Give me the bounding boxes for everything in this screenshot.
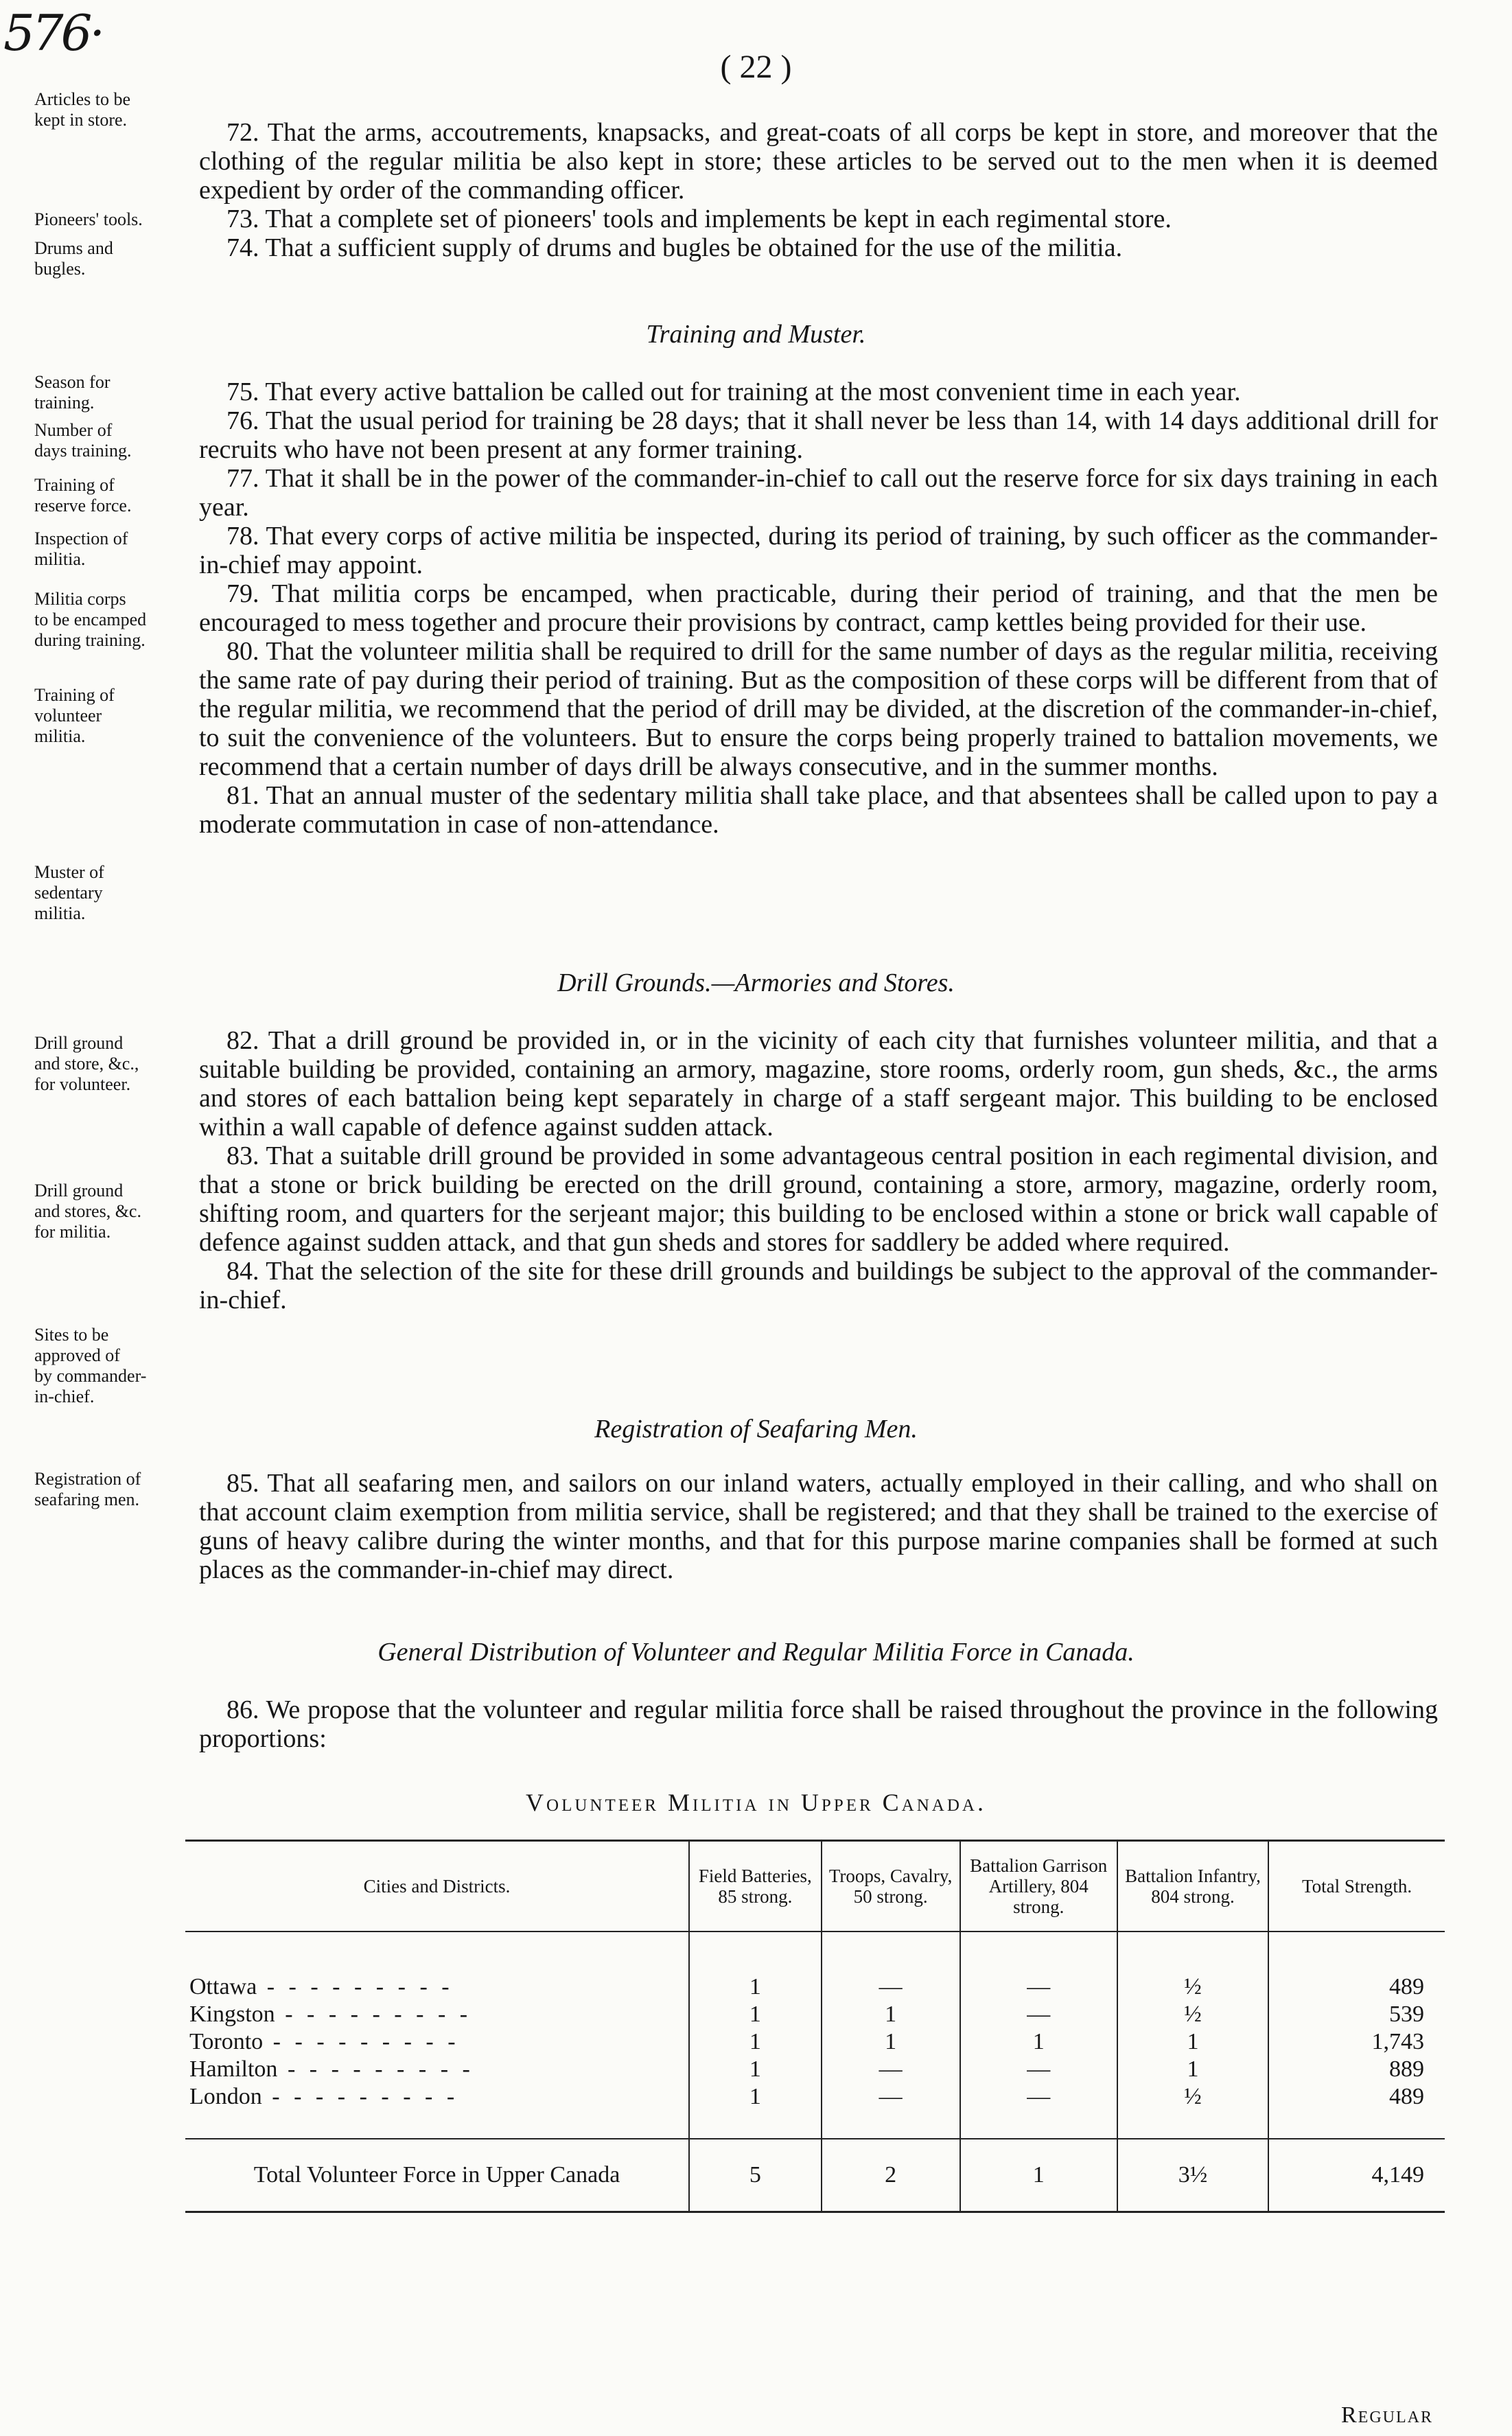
table-cell: 889: [1268, 2056, 1445, 2083]
table-row: [185, 2056, 1445, 2083]
table-cell: 1: [689, 2028, 822, 2056]
total-label: Total Volunteer Force in Upper Canada: [253, 2162, 620, 2188]
table-cell: 1: [1117, 2056, 1268, 2083]
table-cell: 539: [1268, 2001, 1445, 2028]
paragraph-75: 75. That every active battalion be called out for training at the most convenient time in each year.: [226, 378, 1241, 406]
paragraph-84: 84. That the selection of the site for these drill grounds and buildings be subject to the approval of the commander-in-chief.: [199, 1257, 1438, 1314]
table-cell: 489: [1268, 1932, 1445, 2001]
table-cell: ½: [1117, 2083, 1268, 2139]
sidenote-reserve-force: Training of reserve force.: [34, 475, 132, 515]
table-cell: 1: [689, 2083, 822, 2139]
paragraph-86: 86. We propose that the volunteer and regular militia force shall be raised throughout the province in the following proportions:: [199, 1695, 1438, 1753]
sidenote-sites-approved: Sites to be approved of by commander- in-chief.: [34, 1325, 147, 1406]
paragraph-74: 74. That a sufficient supply of drums and bugles be obtained for the use of the militia.: [226, 233, 1123, 262]
table-cell: 1: [1117, 2028, 1268, 2056]
sidenote-encamped: Militia corps to be encamped during training.: [34, 589, 147, 650]
table-header-row: [185, 1841, 1445, 1932]
table-row: [185, 2028, 1445, 2056]
column-header: Field Batteries, 85 strong.: [689, 1841, 822, 1932]
heading-training-muster: Training and Muster.: [646, 320, 866, 349]
table-cell: 1: [689, 2056, 822, 2083]
city-cell: London - -: [185, 2083, 689, 2139]
paragraph-80: 80. That the volunteer militia shall be required to drill for the same number of days as the regular militia, receiving the same rate of pay during their period of training. But as the composition of these corps will be different from that of the regular militia, we recommend that the period of drill may be divided, at the discretion of the commander-in-chief, to suit the convenience of the volunteers. But to ensure the corps being properly trained to battalion movements, we recommend that a certain number of days drill be always consecutive, and in the summer months.: [199, 637, 1438, 781]
total-cell: 4,149: [1268, 2139, 1445, 2212]
table-cell: —: [822, 2083, 960, 2139]
city-cell: Kingston - -: [185, 2001, 689, 2028]
heading-distribution: General Distribution of Volunteer and Regular Militia Force in Canada.: [377, 1638, 1135, 1667]
total-cell: 5: [689, 2139, 822, 2212]
catchword: Regular: [1340, 2402, 1433, 2428]
table-cell: ½: [1117, 2001, 1268, 2028]
paragraph-77: 77. That it shall be in the power of the commander-in-chief to call out the reserve force for six days training in each year.: [199, 464, 1438, 522]
paragraph-81: 81. That an annual muster of the sedentary militia shall take place, and that absentees shall be called upon to pay a moderate commutation in case of non-attendance.: [199, 781, 1438, 839]
column-header: Troops, Cavalry, 50 strong.: [822, 1841, 960, 1932]
table-cell: 1: [822, 2028, 960, 2056]
paragraphs-distribution: [199, 1695, 1438, 1753]
paragraph-72: 72. That the arms, accoutrements, knapsacks, and great-coats of all corps be kept in store, and moreover that the clothing of the regular militia be also kept in store; these articles to be served out to the men when it is deemed expedient by order of the commanding officer.: [199, 118, 1438, 205]
table-row: [185, 2001, 1445, 2028]
table-cell: —: [960, 2083, 1117, 2139]
heading-drill-grounds: Drill Grounds.—Armories and Stores.: [557, 968, 955, 997]
table-total-row: [185, 2139, 1445, 2212]
city-cell: Hamilton - -: [185, 2056, 689, 2083]
sidenote-season-training: Season for training.: [34, 372, 111, 413]
paragraph-79: 79. That militia corps be encamped, when practicable, during their period of training, and that the men be encouraged to mess together and procure their provisions by contract, camp kettles being provided for their use.: [199, 579, 1438, 637]
paragraph-76: 76. That the usual period for training be 28 days; that it shall never be less than 14, with 14 days additional drill for recruits who have not been present at any former training.: [199, 406, 1438, 464]
table-cell: 1: [689, 1932, 822, 2001]
table-cell: 489: [1268, 2083, 1445, 2139]
paragraphs-stores: [199, 118, 1438, 262]
total-cell: 3½: [1117, 2139, 1268, 2212]
table-cell: 1,743: [1268, 2028, 1445, 2056]
heading-seafaring: Registration of Seafaring Men.: [594, 1415, 918, 1443]
page-number: ( 22 ): [720, 49, 792, 85]
total-cell: 2: [822, 2139, 960, 2212]
table-cell: —: [822, 2056, 960, 2083]
column-header: Total Strength.: [1268, 1841, 1445, 1932]
sidenote-drums-bugles: Drums and bugles.: [34, 238, 113, 279]
paragraph-73: 73. That a complete set of pioneers' tools and implements be kept in each regimental store.: [226, 205, 1172, 233]
sidenote-sedentary-muster: Muster of sedentary militia.: [34, 862, 104, 923]
table-cell: 1: [822, 2001, 960, 2028]
table-row: [185, 1932, 1445, 2001]
sidenote-volunteer-training: Training of volunteer militia.: [34, 685, 115, 746]
table-row: [185, 2083, 1445, 2139]
city-cell: Toronto - -: [185, 2028, 689, 2056]
table-cell: —: [960, 1932, 1117, 2001]
sidenote-seafaring: Registration of seafaring men.: [34, 1469, 141, 1509]
paragraphs-drill-grounds: [199, 1026, 1438, 1314]
column-header: Cities and Districts.: [363, 1876, 511, 1896]
sidenote-number-days: Number of days training.: [34, 420, 132, 461]
city-cell: Ottawa - -: [185, 1932, 689, 2001]
table-cell: —: [960, 2056, 1117, 2083]
paragraphs-training: [199, 378, 1438, 839]
sidenote-articles-store: Articles to be kept in store.: [34, 89, 131, 130]
table-cell: —: [960, 2001, 1117, 2028]
table-cell: 1: [960, 2028, 1117, 2056]
column-header: Battalion Infantry, 804 strong.: [1117, 1841, 1268, 1932]
paragraph-78: 78. That every corps of active militia be inspected, during its period of training, by such officer as the commander-in-chief may appoint.: [199, 522, 1438, 579]
paragraph-83: 83. That a suitable drill ground be provided in some advantageous central position in each regimental division, and that a stone or brick building be erected on the drill ground, containing a store, armory, magazine, orderly room, shifting room, and quarters for the serjeant major; this building to be enclosed within a stone or brick wall capable of defence against sudden attack, and that gun sheds and stores for saddlery be added where required.: [199, 1141, 1438, 1257]
sidenote-inspection: Inspection of militia.: [34, 529, 128, 569]
handwritten-page-note: 576·: [3, 4, 103, 62]
table-cell: ½: [1117, 1932, 1268, 2001]
total-cell: 1: [960, 2139, 1117, 2212]
table-title: Volunteer Militia in Upper Canada.: [526, 1789, 986, 1816]
sidenote-drill-volunteer: Drill ground and store, &c., for volunteer.: [34, 1033, 139, 1094]
paragraph-85: 85. That all seafaring men, and sailors on our inland waters, actually employed in their calling, and who shall on that account claim exemption from militia service, shall be registered; and that they shall be trained to the exercise of guns of heavy calibre during the winter months, and that for this purpose marine companies shall be formed at such places as the commander-in-chief may direct.: [199, 1469, 1438, 1584]
volunteer-militia-table: [185, 1840, 1445, 2213]
sidenote-pioneers-tools: Pioneers' tools.: [34, 209, 143, 229]
column-header: Battalion Garrison Artillery, 804 strong.: [960, 1841, 1117, 1932]
table-cell: —: [822, 1932, 960, 2001]
table-cell: 1: [689, 2001, 822, 2028]
sidenote-drill-militia: Drill ground and stores, &c. for militia.: [34, 1181, 141, 1242]
paragraphs-seafaring: [199, 1469, 1438, 1584]
paragraph-82: 82. That a drill ground be provided in, or in the vicinity of each city that furnishes volunteer militia, and that a suitable building be provided, containing an armory, magazine, store rooms, orderly room, gun sheds, &c., the arms and stores of each battalion being kept separately in charge of a staff sergeant major. This building to be enclosed within a wall capable of defence against sudden attack.: [199, 1026, 1438, 1141]
